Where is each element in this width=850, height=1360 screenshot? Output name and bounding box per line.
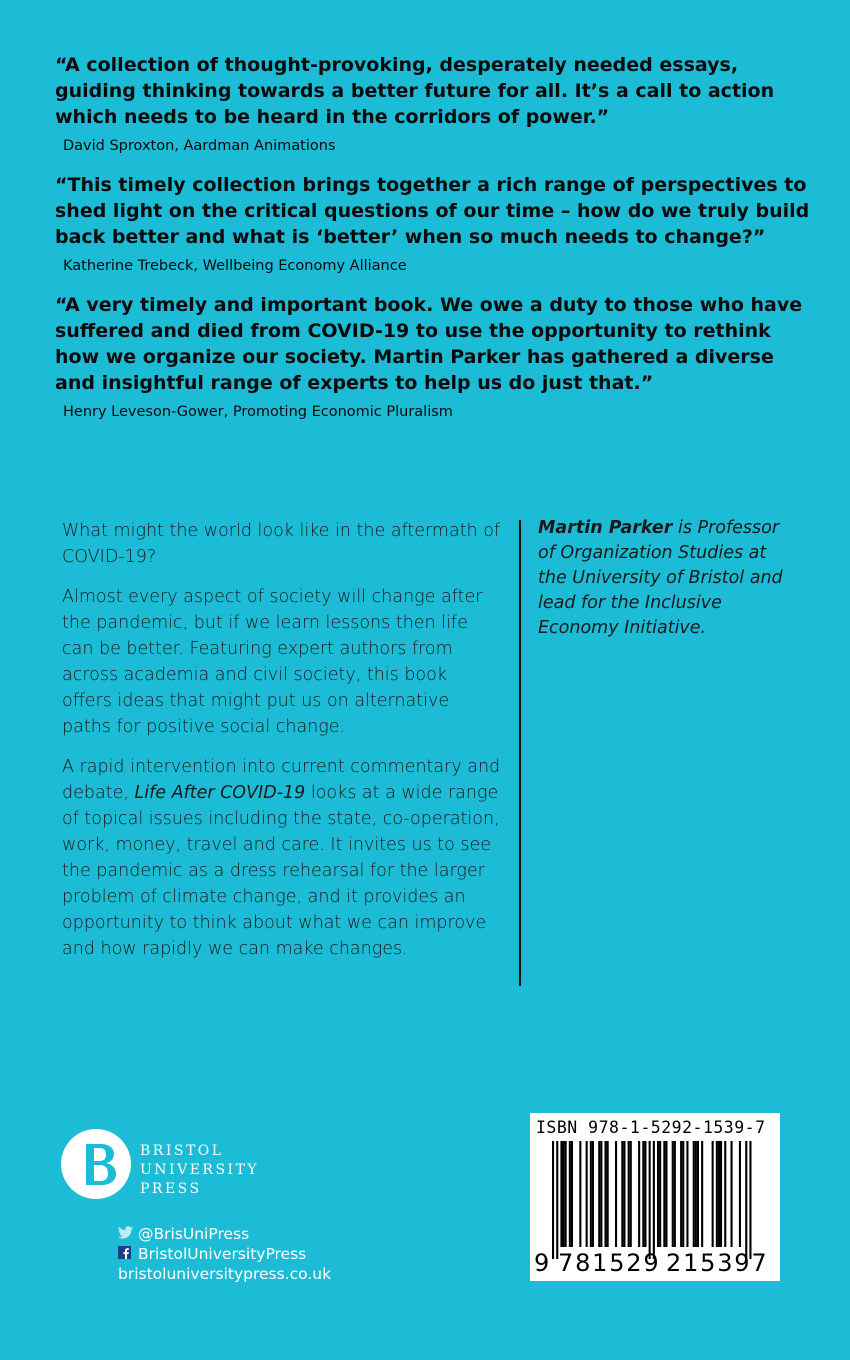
barcode-bar <box>615 1141 617 1247</box>
description-paragraph: What might the world look like in the aftermath of COVID-19? <box>62 521 501 567</box>
barcode-bar <box>686 1141 688 1247</box>
endorsement-attribution: Katherine Trebeck, Wellbeing Economy Alliance <box>63 258 407 274</box>
barcode-bar <box>695 1141 697 1247</box>
barcode-bar <box>638 1141 640 1247</box>
website-row[interactable] <box>118 1264 331 1284</box>
barcode-bar <box>731 1141 733 1247</box>
endorsements <box>55 52 815 438</box>
barcode-bar <box>672 1141 674 1247</box>
barcode-bar <box>657 1141 659 1247</box>
barcode-bar <box>674 1141 676 1247</box>
barcode-bar <box>693 1141 695 1247</box>
barcode-bar <box>563 1141 565 1247</box>
isbn-label: ISBN 978-1-5292-1539-7 <box>536 1118 766 1137</box>
barcode-bar <box>621 1141 623 1247</box>
endorsement-3 <box>55 292 815 422</box>
publisher-name <box>140 1142 259 1199</box>
barcode-bar <box>569 1141 571 1247</box>
barcode-bar <box>653 1141 655 1259</box>
barcode-bar <box>605 1141 607 1247</box>
barcode-bar <box>663 1141 665 1247</box>
barcode-bar <box>565 1141 567 1247</box>
barcode-bar <box>749 1141 751 1259</box>
barcode-bar <box>552 1141 554 1259</box>
publisher-name-line: UNIVERSITY <box>140 1162 260 1178</box>
book-title: Life After COVID-19 <box>134 783 306 803</box>
ean-left-group: 781529 <box>558 1249 661 1277</box>
barcode-bar <box>680 1141 682 1247</box>
endorsement-attribution: Henry Leveson-Gower, Promoting Economic Pluralism <box>63 404 453 420</box>
barcode-bar <box>623 1141 625 1247</box>
barcode-bar <box>720 1141 722 1247</box>
barcode-bar <box>718 1141 720 1247</box>
website-link[interactable]: bristoluniversitypress.co.uk <box>118 1265 332 1283</box>
barcode-bar <box>586 1141 588 1247</box>
barcode-bar <box>600 1141 602 1247</box>
barcode-bar <box>745 1141 747 1259</box>
barcode-bar <box>592 1141 594 1247</box>
facebook-page[interactable]: BristolUniversityPress <box>138 1245 307 1263</box>
endorsement-quote: “This timely collection brings together a rich range of perspectives to shed light on the critical questions of our time – how do we truly build back better and what is ‘better’ when so much needs to change?” <box>55 174 810 248</box>
barcode-bar <box>649 1141 651 1259</box>
ean-right-group: 215397 <box>666 1249 769 1277</box>
barcode-bar <box>607 1141 609 1247</box>
barcode-bar <box>716 1141 718 1247</box>
description-text: A rapid intervention into current commentary and debate, <box>62 757 501 803</box>
endorsement-quote: “A very timely and important book. We owe a duty to those who have suffered and died from COVID-19 to use the opportunity to rethink how we organize our society. Martin Parker has gathered a diverse and insightful range of experts to help us do just that.” <box>55 294 803 394</box>
barcode-bar <box>739 1141 741 1247</box>
publisher-name-line: PRESS <box>140 1181 202 1197</box>
isbn-barcode <box>530 1113 780 1281</box>
barcode-bar <box>628 1141 630 1247</box>
barcode-bar <box>644 1141 646 1247</box>
description-paragraph: Almost every aspect of society will change after the pandemic, but if we learn lessons then life can be better. Featuring expert authors from across academia and civil society, this book offers ideas that might put us on alternative paths for positive social change. <box>62 587 483 737</box>
column-divider <box>519 520 521 986</box>
barcode-bar <box>571 1141 573 1247</box>
publisher-logo-mark <box>60 1128 132 1200</box>
barcode-bar <box>659 1141 661 1247</box>
barcode-bar <box>579 1141 581 1247</box>
barcode-bar <box>598 1141 600 1247</box>
author-bio-text: is Professor of Organization Studies at the University of Bristol and lead for the Inclusive Economy Initiative. <box>538 518 783 638</box>
endorsement-2 <box>55 172 815 276</box>
barcode-bar <box>724 1141 726 1247</box>
barcode-bar <box>682 1141 684 1247</box>
publisher-name-line: BRISTOL <box>140 1143 224 1159</box>
endorsement-1 <box>55 52 815 156</box>
publisher-contacts <box>118 1224 331 1284</box>
ean-first-digit: 9 <box>534 1249 550 1277</box>
barcode-bar <box>560 1141 562 1247</box>
barcode-bar <box>697 1141 699 1247</box>
barcode-bar <box>590 1141 592 1247</box>
publisher-logo <box>60 1128 280 1208</box>
book-description <box>62 518 502 976</box>
barcode-bar <box>712 1141 714 1247</box>
description-text: looks at a wide range of topical issues including the state, co-operation, work, money, travel and care. It invites us to see the pandemic as a dress rehearsal for the larger problem of climate change, and it provides an opportunity to think about what we can improve and how rapidly we can make changes. <box>62 783 500 959</box>
description-paragraph <box>62 754 502 962</box>
endorsement-quote: “A collection of thought-provoking, desperately needed essays, guiding thinking towards a better future for all. It’s a call to action which needs to be heard in the corridors of power.” <box>55 54 775 128</box>
author-bio <box>538 516 798 641</box>
facebook-icon <box>118 1244 134 1264</box>
barcode-bar <box>556 1141 558 1259</box>
twitter-icon <box>118 1224 134 1244</box>
endorsement-attribution: David Sproxton, Aardman Animations <box>63 138 336 154</box>
facebook-row[interactable] <box>118 1244 331 1264</box>
twitter-row[interactable] <box>118 1224 331 1244</box>
barcode-bars <box>552 1141 762 1263</box>
barcode-bar <box>642 1141 644 1247</box>
barcode-bar <box>701 1141 703 1247</box>
author-name: Martin Parker <box>538 518 673 538</box>
twitter-handle[interactable]: @BrisUniPress <box>138 1225 250 1243</box>
barcode-bar <box>665 1141 667 1247</box>
barcode-bar <box>630 1141 632 1247</box>
